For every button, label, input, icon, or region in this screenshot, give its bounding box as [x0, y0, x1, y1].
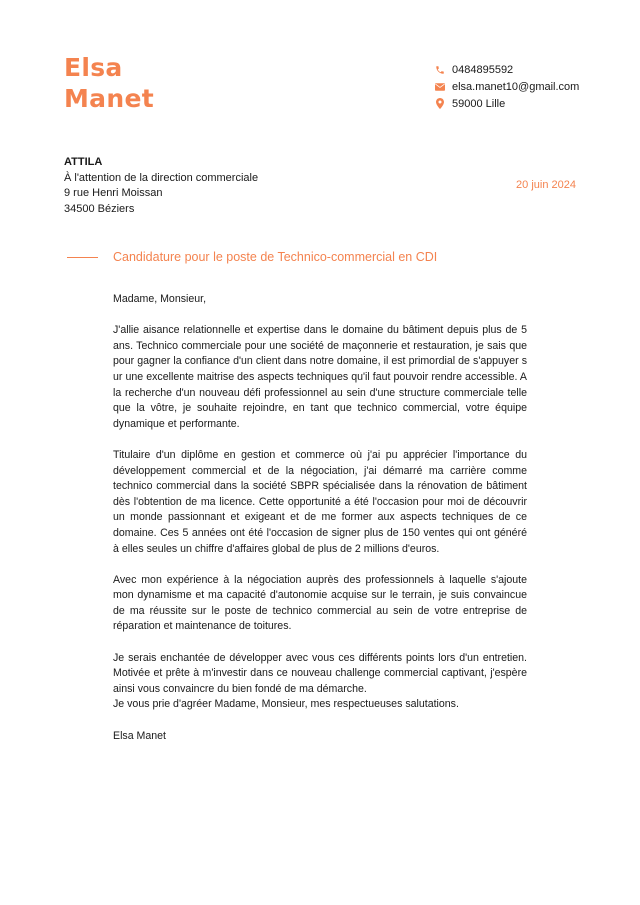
phone-text: 0484895592	[452, 63, 514, 76]
contact-info	[434, 61, 579, 112]
letter-body	[113, 292, 527, 760]
email-text: elsa.manet10@gmail.com	[452, 80, 580, 93]
letter-paragraph: Titulaire d'un diplôme en gestion et commerce où j'ai pu apprécier l'importance du développement commercial et de la négociation, j'ai démarré ma carrière comme technico commercial dans la société SBPR spécialisée dans la rénovation de bâtiment dès l'obtention de ma licence. Cette opportunité a été l'occasion pour moi de découvrir un monde passionnant et exigeant et de me former aux aspects techniques de ce domaine. Ces 5 années ont été l'occasion de signer plus de 150 ventes qui ont généré à elles seules un chiffre d'affaires global de plus de 2 millions d'euros.	[113, 448, 527, 555]
recipient-address	[64, 155, 258, 217]
subject-divider	[67, 257, 98, 258]
recipient-city: 34500 Béziers	[64, 202, 135, 215]
location-text: 59000 Lille	[452, 97, 506, 110]
letter-closing: Je vous prie d'agréer Madame, Monsieur, mes respectueuses salutations.	[113, 698, 459, 711]
letter-subject: Candidature pour le poste de Technico-commercial en CDI	[113, 250, 438, 264]
letter-signature: Elsa Manet	[113, 729, 166, 742]
letter-paragraph: Je serais enchantée de développer avec vous ces différents points lors d'un entretien. Motivée et prête à m'investir dans ce nouveau challenge commercial captivant, j'espère ainsi vous convaincre du bien fondé de ma démarche.	[113, 651, 527, 695]
last-name: Manet	[64, 84, 154, 113]
recipient-attention: À l'attention de la direction commerciale	[64, 171, 259, 184]
letter-greeting: Madame, Monsieur,	[113, 293, 207, 305]
contact-phone	[434, 61, 579, 78]
phone-icon	[434, 64, 446, 76]
first-name: Elsa	[64, 53, 123, 82]
recipient-company: ATTILA	[64, 156, 103, 168]
letter-paragraph: J'allie aisance relationnelle et expertise dans le domaine du bâtiment depuis plus de 5 ans. Technico commerciale pour une société de maçonnerie et restauration, je sais que pour gagner la confiance d'un client dans notre domaine, il est primordial de s'appuyer s ur une excellente maitrise des aspects techniques qu'il faut pouvoir rendre accessible. A la recherche d'un nouveau défi professionnel au sein d'une structure commerciale telle que la vôtre, je souhaite rejoindre, en tant que technico commercial, votre équipe dynamique et performante.	[113, 324, 527, 430]
map-pin-icon	[434, 98, 446, 110]
contact-location	[434, 95, 579, 112]
applicant-name	[64, 52, 154, 114]
envelope-icon	[434, 81, 446, 93]
contact-email	[434, 78, 579, 95]
recipient-street: 9 rue Henri Moissan	[64, 187, 163, 199]
letter-paragraph: Avec mon expérience à la négociation auprès des professionnels à laquelle s'ajoute mon dynamisme et ma capacité d'autonomie acquise sur le terrain, je suis convaincue de ma réussite sur le poste de technico commercial au sein de votre entreprise de réparation et maintenance de toitures.	[113, 573, 527, 633]
letter-date: 20 juin 2024	[516, 179, 576, 191]
